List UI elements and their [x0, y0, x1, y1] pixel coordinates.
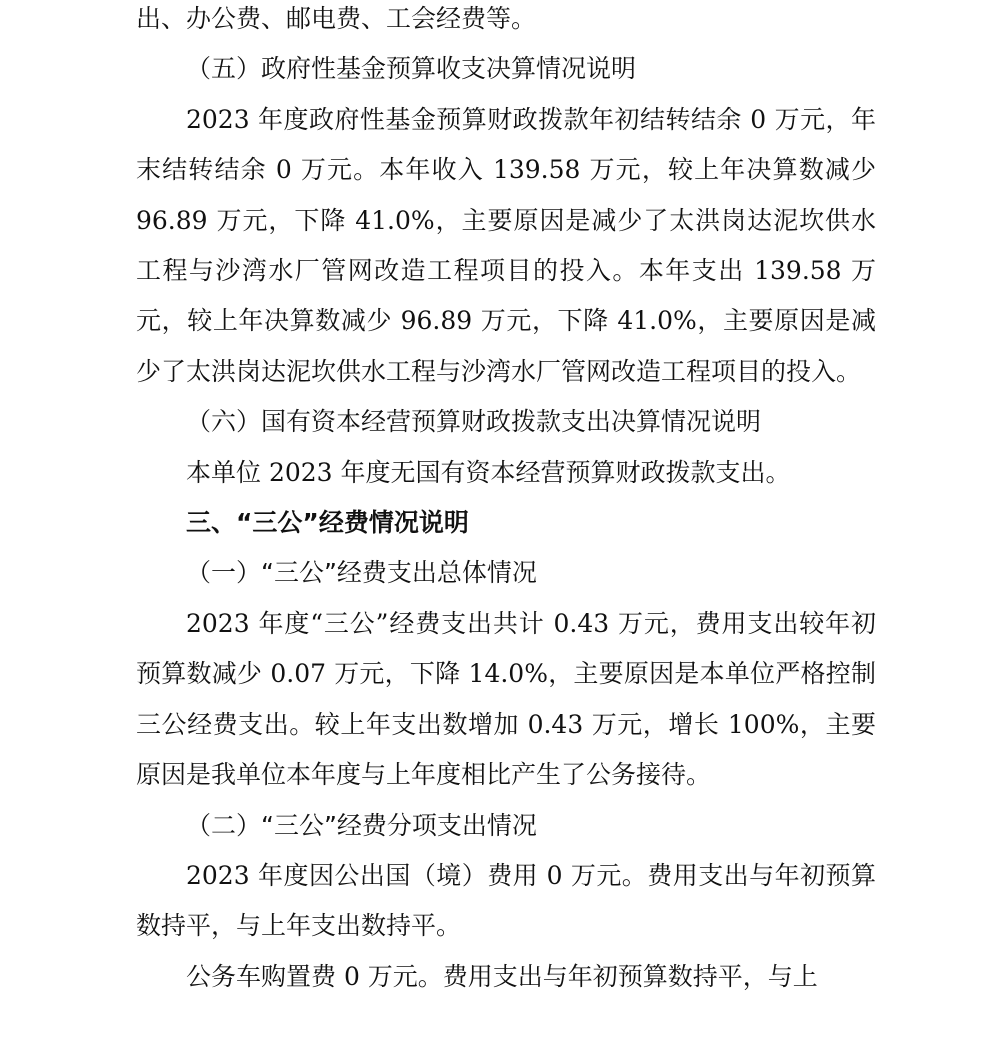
heading-government-fund-budget: （五）政府性基金预算收支决算情况说明	[186, 54, 637, 84]
paragraph-government-fund-budget: 2023 年度政府性基金预算财政拨款年初结转结余 0 万元，年末结转结余 0 万元。本年收入 139.58 万元，较上年决算数减少 96.89 万元，下降 41.0%，主要原因是减少了太洪岗达泥坎供水工程与沙湾水厂管网改造工程项目的投入。本年支出 139.58 万元，较上年决算数减少 96.89 万元，下降 41.0%，主要原因是减少了太洪岗达泥坎供水工程与沙湾水厂管网改造工程项目的投入。	[136, 104, 876, 386]
paragraph-intro-tail: 出、办公费、邮电费、工会经费等。	[136, 4, 537, 33]
heading-three-public-overall: （一）“三公”经费支出总体情况	[186, 558, 537, 588]
document-page	[136, 0, 876, 1002]
heading-state-capital-budget: （六）国有资本经营预算财政拨款支出决算情况说明	[186, 407, 762, 437]
paragraph-three-public-overall: 2023 年度“三公”经费支出共计 0.43 万元，费用支出较年初预算数减少 0.07 万元，下降 14.0%，主要原因是本单位严格控制三公经费支出。较上年支出数增加 0.43 万元，增长 100%，主要原因是我单位本年度与上年度相比产生了公务接待。	[136, 608, 876, 790]
paragraph-abroad-expenses: 2023 年度因公出国（境）费用 0 万元。费用支出与年初预算数持平，与上年支出数持平。	[136, 860, 876, 941]
paragraph-vehicle-purchase: 公务车购置费 0 万元。费用支出与年初预算数持平，与上	[186, 961, 818, 991]
paragraph-state-capital-budget: 本单位 2023 年度无国有资本经营预算财政拨款支出。	[186, 457, 791, 487]
heading-three-public-expenses: 三、“三公”经费情况说明	[186, 508, 469, 538]
heading-three-public-itemized: （二）“三公”经费分项支出情况	[186, 810, 537, 840]
